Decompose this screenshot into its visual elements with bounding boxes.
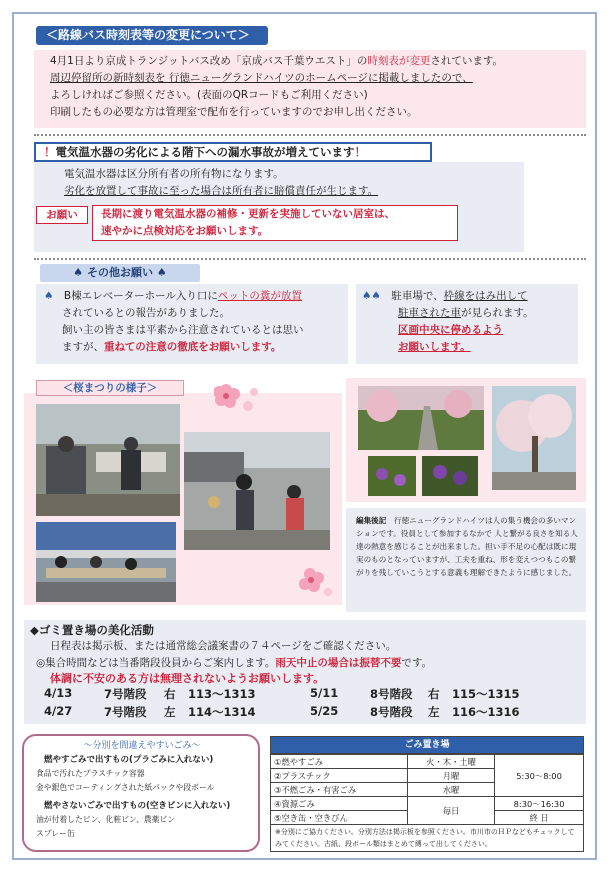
spade-icon: ♠	[44, 290, 54, 302]
heater-heading: ！電気温水器の劣化による階下への漏水事故が増えています！	[34, 142, 432, 162]
parking-notice: ♠♠ 駐車場で、枠線をはみ出して 駐車された車が見られます。 区画中央に停めるよう お願いします。	[356, 284, 578, 364]
sakura-icon	[296, 560, 336, 600]
divider	[34, 134, 586, 136]
photo-flowers	[368, 456, 416, 496]
festival-photo-tables	[36, 522, 176, 602]
bus-heading: ＜路線バス時刻表等の変更について＞	[36, 26, 268, 45]
photo-flowers	[422, 456, 478, 496]
afterword-title: 編集後記	[356, 516, 387, 525]
schedule-row: 4/27 7号階段 左 114～1314	[44, 704, 256, 719]
garbage-table	[270, 736, 584, 852]
garbage-table-title: ごみ置き場	[270, 736, 584, 754]
schedule-row: 4/13 7号階段 右 113～1313	[44, 686, 256, 701]
nonburn-item: スプレー缶	[36, 829, 75, 838]
divider	[34, 258, 586, 260]
table-row: ④資源ごみ 毎日 8:30～16:30	[271, 797, 584, 811]
other-heading: ♠ その他お願い ♠	[40, 264, 200, 282]
request-line1: 長期に渡り電気温水器の補修・更新を実施していない居室は、	[101, 208, 395, 220]
sakura-icon	[214, 380, 260, 416]
bus-notice	[34, 50, 586, 128]
festival-photo-stall	[36, 404, 180, 516]
cleanup-line2: ◎集合時間などは当番階段役員からご案内します。雨天中止の場合は振替不要です。	[36, 657, 432, 669]
schedule-row: 5/25 8号階段 左 116～1316	[310, 704, 520, 719]
garbage-note: ※分別にご協力ください。分別方法は掲示板を参照ください。市川市のＨＰなどもチェックしてみてください。古紙、段ボール類はまとめて縛って出してください。	[270, 825, 584, 852]
pet-notice: ♠ B棟エレベーターホール入り口にペットの糞が放置 されているとの報告がありました。 飼い主の皆さまは平素から注意されているとは思い ますが、重ねての注意の徹底をお願いします。	[36, 284, 348, 364]
table-row: ⑤空き缶・空きびん 終 日	[271, 811, 584, 825]
photo-sakura-path	[358, 386, 484, 450]
nonburn-item: 油が付着したビン、化粧ビン、農薬ビン	[36, 815, 176, 824]
burn-head: 燃やすごみで出すもの(プラごみに入れない)	[44, 755, 214, 765]
table-row: ③不燃ごみ・有害ごみ 水曜	[271, 783, 584, 797]
festival-heading: ＜桜まつりの様子＞	[36, 380, 184, 396]
burn-item: 食品で汚れたプラスチック容器	[36, 769, 145, 778]
burn-item: 金や銀色でコーティングされた紙パックや段ボール	[36, 783, 215, 792]
schedule-row: 5/11 8号階段 右 115～1315	[310, 686, 520, 701]
request-label: お願い	[36, 206, 88, 224]
cleanup-line1: 日程表は掲示板、または通常総会議案書の７４ページをご確認ください。	[50, 640, 397, 652]
table-row: ②プラスチック 月曜	[271, 769, 584, 783]
photo-sakura-tree	[492, 386, 576, 490]
bus-line3: よろしければご参照ください。(表面のQRコードもご利用ください)	[50, 89, 368, 101]
festival-photo-crowd	[184, 432, 330, 550]
sorting-box	[22, 734, 260, 852]
sorting-title: ～分別を間違えやすいごみ～	[83, 741, 201, 751]
cleanup-heading: ◆ゴミ置き場の美化活動	[30, 623, 154, 637]
heater-line1: 電気温水器は区分所有者の所有物になります。	[64, 168, 284, 180]
table-row: ①燃やすごみ 火・木・土曜 5:30～8:00	[271, 755, 584, 769]
nonburn-head: 燃やさないごみで出すもの(空きビンに入れない)	[44, 801, 231, 811]
bus-line1: 4月1日より京成トランジットバス改め「京成バス千葉ウエスト」の時刻表が変更されています。	[50, 55, 504, 67]
cleanup-line3: 体調に不安のある方は無理されないようお願いします。	[50, 672, 325, 685]
bus-line2: 周辺停留所の新時刻表を 行徳ニューグランドハイツのホームページに掲載しましたので、	[50, 72, 473, 84]
afterword-text: 行徳ニューグランドハイツは人の集う機会の多いマンションです。役員として参加するなかで 人と繋がる良さを知る人達の熱意を感じることが出来ました。担い手不足の心配は既に現実のものとなっていますが、工夫を重ね、形を変えつつもこの繋がりを残していこうとする意義も理解できたように感じました。	[356, 516, 578, 577]
afterword	[346, 508, 586, 612]
bus-line4: 印刷したもの必要な方は管理室で配布を行っていますのでお申し出ください。	[50, 106, 418, 118]
garbage-schedule-table	[270, 754, 584, 825]
request-line2: 速やかに点検対応をお願いします。	[101, 225, 269, 237]
spade-icon: ♠♠	[362, 290, 381, 302]
heater-line2: 劣化を放置して事故に至った場合は所有者に賠償責任が生じます。	[64, 185, 379, 197]
request-box	[92, 205, 458, 241]
